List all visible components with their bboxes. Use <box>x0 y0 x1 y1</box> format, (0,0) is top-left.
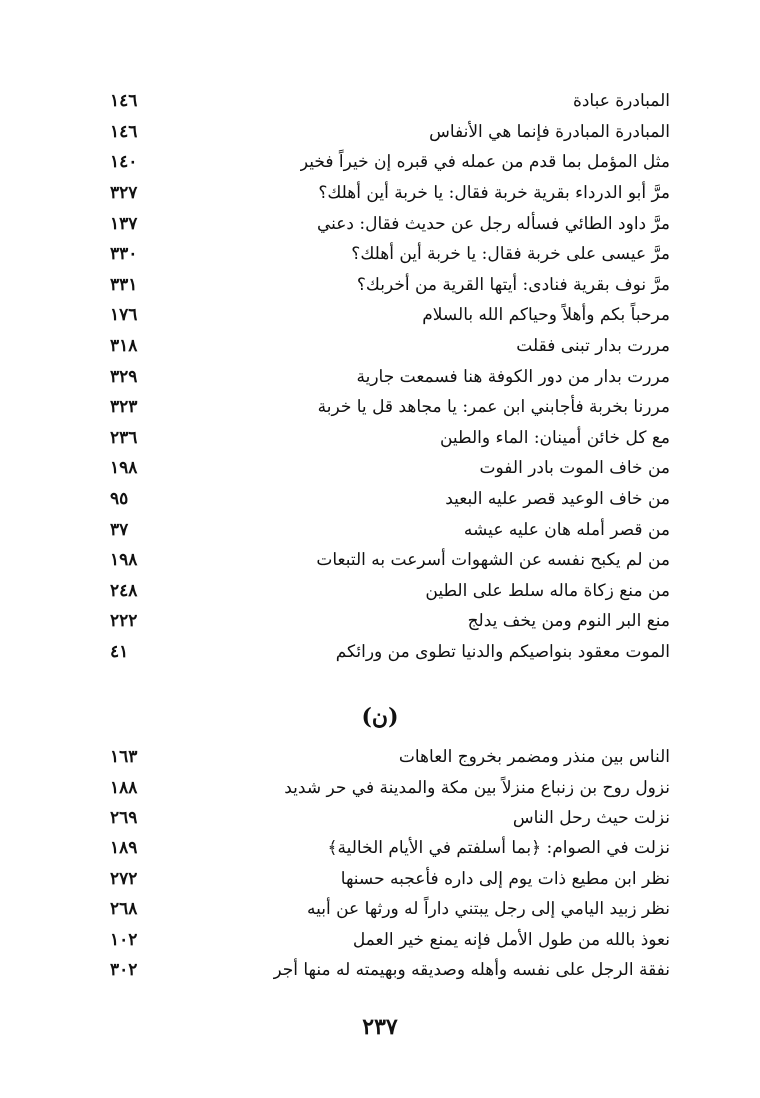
entry-page-number: ٣١٨ <box>110 336 138 357</box>
entry-page-number: ٣٠٢ <box>110 959 138 980</box>
index-entry <box>110 361 670 392</box>
entry-page-number: ٢٢٢ <box>110 611 138 632</box>
entry-page-number: ١٠٢ <box>110 929 138 950</box>
entry-text: مثل المؤمل بما قدم من عمله في قبره إن خيراً فخير <box>299 152 670 173</box>
entry-page-number: ٣٣١ <box>110 274 138 295</box>
entry-text: نفقة الرجل على نفسه وأهله وصديقه وبهيمته له منها أجر <box>273 959 670 980</box>
index-entry <box>110 955 670 985</box>
entry-text: نظر زبيد اليامي إلى رجل يبتني داراً له ورثها عن أبيه <box>306 899 670 920</box>
index-list-nun <box>110 742 670 985</box>
entry-page-number: ٤١ <box>110 641 129 662</box>
index-entry <box>110 270 670 301</box>
index-entry <box>110 606 670 637</box>
entry-text: مرَّ عيسى على خربة فقال: يا خربة أين أهلك؟ <box>351 244 670 265</box>
index-entry <box>110 147 670 178</box>
entry-page-number: ٣٢٩ <box>110 366 138 387</box>
entry-page-number: ٢٦٩ <box>110 807 138 828</box>
page-number: ٢٣٧ <box>362 1014 398 1040</box>
entry-text: مرحباً بكم وأهلاً وحياكم الله بالسلام <box>422 305 670 326</box>
entry-page-number: ١٩٨ <box>110 550 138 571</box>
entry-text: الموت معقود بنواصيكم والدنيا تطوى من ورائكم <box>335 641 670 662</box>
entry-page-number: ٣٧ <box>110 519 129 540</box>
entry-text: من منع زكاة ماله سلط على الطين <box>425 580 670 601</box>
entry-text: مع كل خائن أمينان: الماء والطين <box>439 427 670 448</box>
entry-text: من لم يكبح نفسه عن الشهوات أسرعت به التبعات <box>316 550 670 571</box>
entry-text: مرَّ داود الطائي فسأله رجل عن حديث فقال: دعني <box>316 213 670 234</box>
entry-page-number: ١٦٣ <box>110 747 138 768</box>
index-entry <box>110 545 670 576</box>
entry-text: من خاف الوعيد قصر عليه البعيد <box>445 489 670 510</box>
entry-text: المبادرة عبادة <box>572 91 670 112</box>
index-entry <box>110 453 670 484</box>
index-entry <box>110 300 670 331</box>
entry-page-number: ١٨٨ <box>110 777 138 798</box>
entry-page-number: ٣٢٧ <box>110 183 138 204</box>
entry-page-number: ١٧٦ <box>110 305 138 326</box>
entry-page-number: ٢٦٨ <box>110 899 138 920</box>
index-entry <box>110 86 670 117</box>
index-entry <box>110 637 670 668</box>
index-entry <box>110 392 670 423</box>
entry-text: نظر ابن مطيع ذات يوم إلى داره فأعجبه حسنها <box>340 868 670 889</box>
entry-page-number: ٢٤٨ <box>110 580 138 601</box>
entry-text: نعوذ بالله من طول الأمل فإنه يمنع خير العمل <box>352 929 670 950</box>
index-entry <box>110 576 670 607</box>
entry-text: من قصر أمله هان عليه عيشه <box>463 519 670 540</box>
index-entry <box>110 864 670 894</box>
index-entry <box>110 178 670 209</box>
entry-page-number: ٢٣٦ <box>110 427 138 448</box>
entry-text: مرَّ نوف بقرية فنادى: أيتها القرية من أخربك؟ <box>356 274 670 295</box>
index-entry <box>110 894 670 924</box>
entry-page-number: ١٤٠ <box>110 152 138 173</box>
index-entry <box>110 331 670 362</box>
entry-text: منع البر النوم ومن يخف يدلج <box>467 611 670 632</box>
entry-text: نزلت في الصوام: ﴿بما أسلفتم في الأيام الخالية﴾ <box>327 838 670 859</box>
entry-page-number: ٩٥ <box>110 489 129 510</box>
index-entry <box>110 924 670 954</box>
entry-text: نزلت حيث رحل الناس <box>512 807 670 828</box>
entry-page-number: ٣٢٣ <box>110 397 138 418</box>
index-entry <box>110 423 670 454</box>
entry-page-number: ٢٧٢ <box>110 868 138 889</box>
index-entry <box>110 742 670 772</box>
section-heading: (ن) <box>361 704 399 730</box>
entry-page-number: ١٩٨ <box>110 458 138 479</box>
entry-page-number: ١٨٩ <box>110 838 138 859</box>
index-entry <box>110 239 670 270</box>
entry-text: من خاف الموت بادر الفوت <box>479 458 670 479</box>
index-entry <box>110 833 670 863</box>
entry-text: مررت بدار من دور الكوفة هنا فسمعت جارية <box>356 366 670 387</box>
entry-text: مررنا بخربة فأجابني ابن عمر: يا مجاهد قل يا خربة <box>317 397 670 418</box>
index-entry <box>110 208 670 239</box>
entry-text: مررت بدار تبنى فقلت <box>516 336 670 357</box>
index-entry <box>110 803 670 833</box>
entry-text: مرَّ أبو الدرداء بقرية خربة فقال: يا خربة أين أهلك؟ <box>318 183 670 204</box>
entry-page-number: ١٣٧ <box>110 213 138 234</box>
index-entry <box>110 117 670 148</box>
entry-text: الناس بين منذر ومضمر بخروج العاهات <box>398 747 670 768</box>
index-list-mim <box>110 86 670 667</box>
entry-page-number: ٣٣٠ <box>110 244 138 265</box>
index-entry <box>110 514 670 545</box>
index-entry <box>110 772 670 802</box>
entry-text: المبادرة المبادرة فإنما هي الأنفاس <box>429 121 670 142</box>
entry-page-number: ١٤٦ <box>110 121 138 142</box>
entry-text: نزول روح بن زنباع منزلاً بين مكة والمدينة في حر شديد <box>284 777 670 798</box>
index-entry <box>110 484 670 515</box>
entry-page-number: ١٤٦ <box>110 91 138 112</box>
